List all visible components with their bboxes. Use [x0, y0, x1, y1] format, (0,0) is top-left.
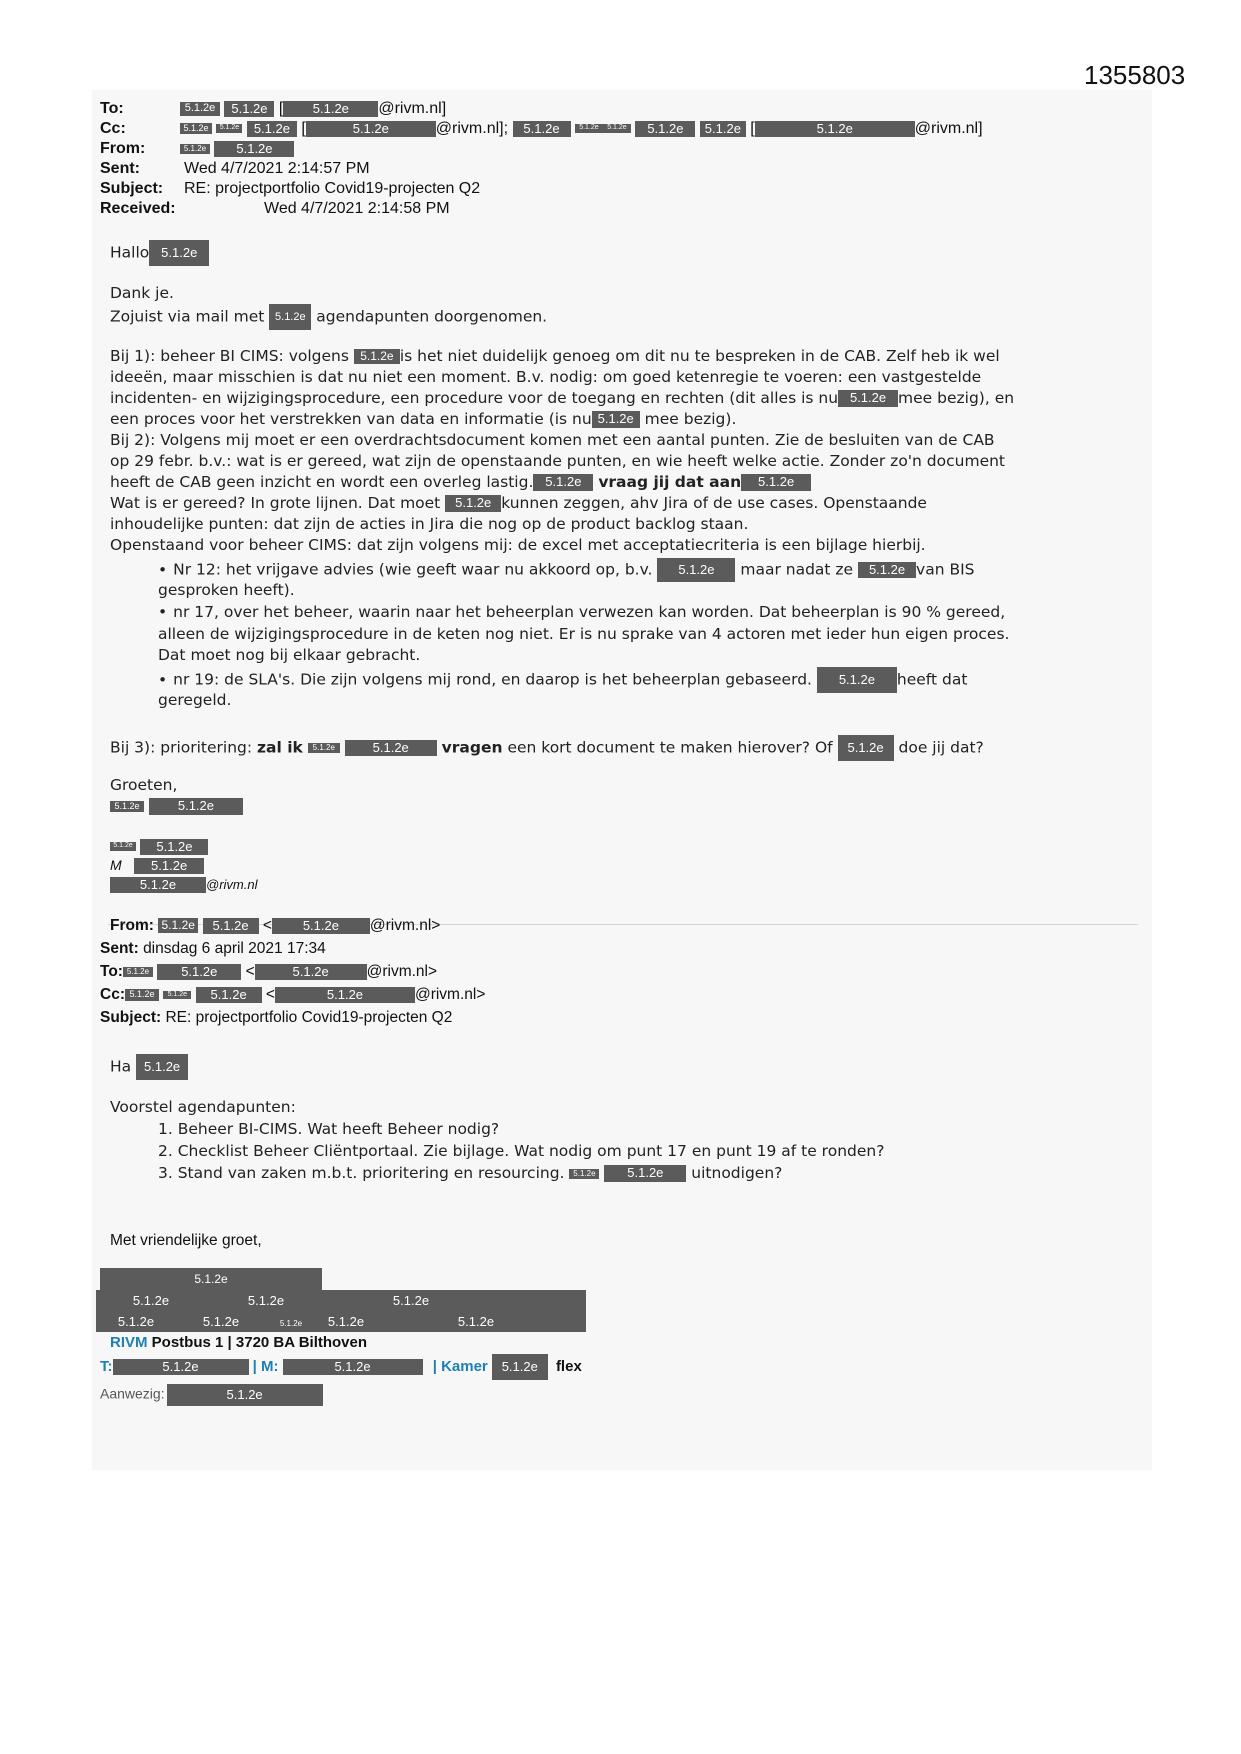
closing: Groeten, — [110, 776, 178, 794]
redaction: 5.1.2e — [224, 101, 274, 117]
body-line: Zojuist via mail met 5.1.2e agendapunten doorgenomen. — [110, 304, 547, 330]
redaction: 5.1.2e — [569, 1169, 599, 1179]
prev-greeting: Ha 5.1.2e — [110, 1054, 188, 1080]
received-row — [100, 200, 450, 218]
body-line: een proces voor het verstrekken van data en informatie (is nu 5.1.2e mee bezig). — [110, 410, 737, 428]
aanwezig-row: Aanwezig: 5.1.2e — [100, 1384, 323, 1406]
signature-name — [110, 797, 243, 815]
redaction: 5.1.2e — [123, 967, 153, 977]
signature-m: M — [110, 857, 122, 873]
redaction: 5.1.2e — [272, 918, 370, 934]
redaction: 5.1.2e — [157, 964, 241, 980]
redaction: 5.1.2e — [592, 411, 640, 427]
email-content-area — [92, 90, 1152, 1470]
redaction: 5.1.2e — [216, 124, 242, 133]
redaction: 5.1.2e — [635, 121, 695, 137]
body-line: alleen de wijzigingsprocedure in de keten nog niet. Er is nu sprake van 4 actoren met ieder hun eigen proces. — [158, 625, 1010, 643]
bullet-item: • Nr 12: het vrijgave advies (wie geeft waar nu akkoord op, b.v. 5.1.2e maar nadat ze 5.1.2e van BIS — [158, 558, 975, 582]
cc-row: Cc: 5.1.2e 5.1.2e 5.1.2e [ 5.1.2e @rivm.nl]; 5.1.2e 5.1.2e 5.1.2e 5.1.2e 5.1.2e [ 5.1.2e @rivm.nl] — [100, 120, 983, 137]
body-line: gesproken heeft). — [158, 581, 295, 599]
agenda-item: 2. Checklist Beheer Cliëntportaal. Zie bijlage. Wat nodig om punt 17 en punt 19 af te ronden? — [158, 1142, 885, 1160]
org-name: RIVM — [110, 1334, 148, 1351]
sent-value: Wed 4/7/2021 2:14:57 PM — [184, 160, 370, 177]
redaction: 5.1.2e — [180, 123, 212, 134]
redaction: 5.1.2e — [445, 495, 501, 511]
cc-label: Cc: — [100, 120, 126, 137]
body-line: Openstaand voor beheer CIMS: dat zijn volgens mij: de excel met acceptatiecriteria is een bijlage hierbij. — [110, 536, 926, 554]
redaction: 5.1.2e — [203, 918, 259, 934]
redaction: 5.1.2e — [513, 121, 571, 137]
redaction: 5.1.2e — [113, 1359, 249, 1375]
redaction: 5.1.2e — [345, 740, 437, 756]
body-line: geregeld. — [158, 691, 232, 709]
bullet-icon: • — [158, 670, 168, 689]
redaction: 5.1.2e — [269, 304, 311, 330]
redaction: 5.1.2e — [700, 121, 746, 137]
redaction: 5.1.2e — [255, 964, 367, 980]
redaction: 5.1.2e — [657, 558, 735, 582]
redaction: 5.1.2e — [158, 918, 198, 933]
body-line: Dank je. — [110, 284, 174, 302]
body-line: Bij 2): Volgens mij moet er een overdrachtsdocument komen met een aantal punten. Zie de besluiten van de CAB — [110, 431, 995, 449]
redaction: 5.1.2e — [838, 390, 898, 406]
redaction: 5.1.2e — [275, 987, 415, 1003]
redaction: 5.1.2e — [858, 562, 916, 578]
redaction: 5.1.2e — [167, 1384, 323, 1406]
redaction: 5.1.2e — [100, 1268, 322, 1290]
prev-sent-label: Sent: — [100, 940, 139, 957]
redaction: 5.1.2e — [125, 989, 159, 1000]
to-row: To: 5.1.2e 5.1.2e [ 5.1.2e @rivm.nl] — [100, 100, 447, 117]
bullet-icon: • — [158, 560, 168, 579]
bullet-item: • nr 19: de SLA's. Die zijn volgens mij rond, en daarop is het beheerplan gebaseerd. 5.1.2e heeft dat — [158, 667, 967, 693]
agenda-item: 1. Beheer BI-CIMS. Wat heeft Beheer nodig? — [158, 1120, 500, 1138]
redaction: 5.1.2e — [817, 667, 897, 693]
redaction: 5.1.2e — [196, 987, 262, 1003]
redaction: 5.1.2e — [163, 991, 191, 1000]
redaction: 5.1.2e — [492, 1354, 548, 1380]
redaction: 5.1.2e — [533, 474, 593, 490]
from-row — [100, 140, 294, 158]
body-line: heeft de CAB geen inzicht en wordt een overleg lastig. 5.1.2e vraag jij dat aan 5.1.2e — [110, 473, 811, 491]
body-line: incidenten- en wijzigingsprocedure, een procedure voor de toegang en rechten (dit alles is nu 5.1.2e mee bezig), en — [110, 389, 1015, 407]
prev-cc-row: Cc: 5.1.2e 5.1.2e 5.1.2e < 5.1.2e @rivm.nl> — [100, 986, 486, 1003]
redaction: 5.1.2e — [306, 121, 436, 137]
redaction: 5.1.2e — [604, 1165, 686, 1181]
redaction: 5.1.2e — [283, 1359, 423, 1375]
cc-email-suffix: @rivm.nl]; — [435, 120, 509, 137]
signature-line — [110, 857, 204, 875]
bullet-icon: • — [158, 603, 168, 621]
redaction: 5.1.2e — [136, 1054, 188, 1080]
agenda-item: 3. Stand van zaken m.b.t. prioritering en resourcing. 5.1.2e 5.1.2e uitnodigen? — [158, 1164, 783, 1182]
redaction: 5.1.2e — [755, 121, 915, 137]
prev-to-row: To: 5.1.2e 5.1.2e < 5.1.2e @rivm.nl> — [100, 963, 438, 980]
body-line: Wat is er gereed? In grote lijnen. Dat moet 5.1.2e kunnen zeggen, ahv Jira of de use cases. Openstaande — [110, 494, 927, 512]
redaction: 5.1.2e — [110, 801, 144, 812]
greeting: Hallo 5.1.2e — [110, 240, 209, 266]
redaction: 5.1.2e — [180, 102, 220, 116]
redaction-block: 5.1.2e 5.1.2e 5.1.2e 5.1.2e 5.1.2e 5.1.2e 5.1.2e 5.1.2e — [96, 1290, 586, 1332]
document-id: 1355803 — [1084, 60, 1186, 90]
cc-email-suffix: @rivm.nl] — [914, 120, 983, 137]
body-line: ideeën, maar misschien is dat nu niet een moment. B.v. nodig: om goed ketenregie te voeren: een vastgestelde — [110, 368, 982, 386]
redaction: 5.1.2e — [214, 141, 294, 157]
sent-row — [100, 160, 370, 178]
redaction: 5.1.2e — [140, 839, 208, 855]
redaction: 5.1.2e — [354, 349, 400, 364]
sent-label: Sent: — [100, 160, 140, 177]
redaction: 5.1.2e — [247, 121, 297, 137]
prev-cc-label: Cc: — [100, 986, 125, 1003]
org-address: RIVM Postbus 1 | 3720 BA Bilthoven — [110, 1334, 368, 1351]
body-line: Bij 1): beheer BI CIMS: volgens 5.1.2e is het niet duidelijk genoeg om dit nu te bespreken in de CAB. Zelf heb ik wel — [110, 347, 1000, 365]
redaction: 5.1.2e — [134, 858, 204, 874]
redaction: 5.1.2e — [149, 798, 243, 814]
prev-sent-row: Sent: dinsdag 6 april 2021 17:34 — [100, 940, 326, 957]
contact-row: T: 5.1.2e | M: 5.1.2e | Kamer 5.1.2e flex — [100, 1354, 582, 1380]
subject-label: Subject: — [100, 180, 164, 197]
to-label: To: — [100, 100, 124, 117]
redaction: 5.1.2e — [575, 124, 603, 133]
bullet-item: • nr 17, over het beheer, waarin naar het beheerplan verwezen kan worden. Dat beheerplan is 90 % gereed, — [158, 603, 1006, 621]
prev-from-row: From: 5.1.2e 5.1.2e < 5.1.2e @rivm.nl> — [110, 917, 441, 934]
from-label: From: — [100, 140, 146, 157]
signature-email: 5.1.2e @rivm.nl — [110, 876, 257, 894]
redaction: 5.1.2e — [110, 842, 136, 851]
redaction: 5.1.2e — [603, 124, 631, 133]
redaction: 5.1.2e — [110, 877, 206, 893]
redaction: 5.1.2e — [741, 474, 811, 490]
body-line: op 29 febr. b.v.: wat is er gereed, wat zijn de openstaande punten, en wie heeft welke actie. Zonder zo'n document — [110, 452, 1006, 470]
body-line: Bij 3): prioritering: zal ik 5.1.2e 5.1.2e vragen een kort document te maken hierover? Of 5.1.2e doe jij dat? — [110, 735, 984, 761]
redaction: 5.1.2e — [308, 743, 340, 753]
prev-closing: Met vriendelijke groet, — [110, 1232, 262, 1249]
subject-row — [100, 180, 480, 198]
redaction: 5.1.2e — [180, 144, 210, 154]
subject-value: RE: projectportfolio Covid19-projecten Q2 — [184, 180, 481, 197]
to-email-suffix: @rivm.nl] — [378, 100, 447, 117]
redaction: 5.1.2e — [838, 735, 894, 761]
received-value: Wed 4/7/2021 2:14:58 PM — [264, 200, 450, 217]
redaction: 5.1.2e — [149, 240, 209, 266]
body-line: Dat moet nog bij elkaar gebracht. — [158, 646, 421, 664]
prev-to-label: To: — [100, 963, 123, 980]
prev-subject-row: Subject: RE: projectportfolio Covid19-projecten Q2 — [100, 1009, 453, 1026]
body-line: inhoudelijke punten: dat zijn de acties in Jira die nog op de product backlog staan. — [110, 515, 749, 533]
signature-line — [110, 838, 208, 856]
redaction: 5.1.2e — [283, 101, 378, 117]
received-label: Received: — [100, 200, 176, 217]
prev-intro: Voorstel agendapunten: — [110, 1098, 296, 1116]
prev-subject-label: Subject: — [100, 1009, 162, 1026]
prev-from-label: From: — [110, 917, 154, 934]
